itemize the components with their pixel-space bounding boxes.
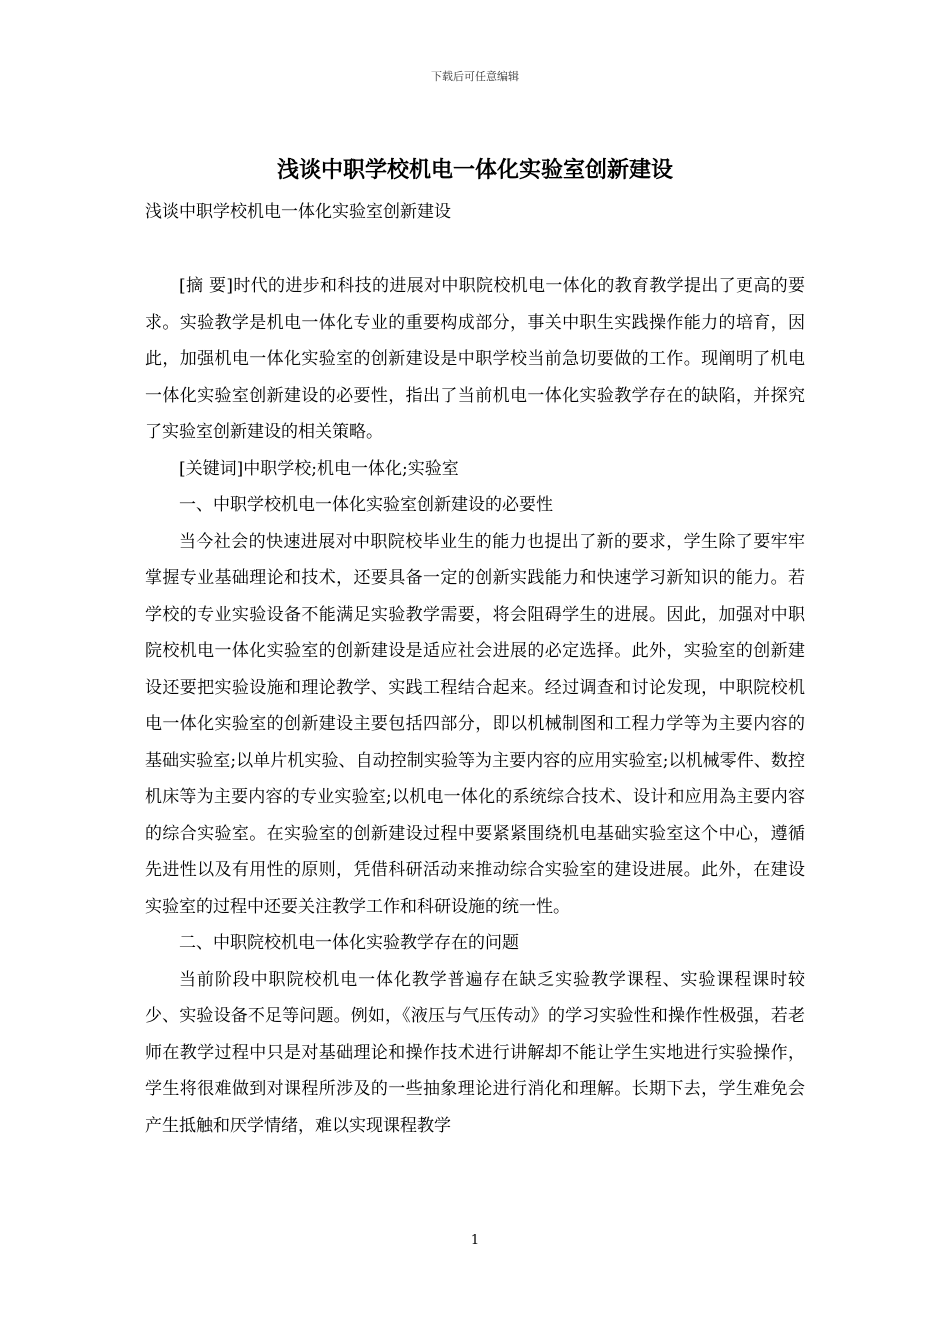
body-paragraph: 当前阶段中职院校机电一体化教学普遍存在缺乏实验教学课程、实验课程课时较少、实验设备不足等问题。例如，《液压与气压传动》的学习实验性和操作性极强，若老师在教学过程中只是对基础理论和操作技术进行讲解却不能让学生实地进行实验操作，学生将很难做到对课程所涉及的一些抽象理论进行消化和理解。长期下去，学生难免会产生抵触和厌学情绪，难以实现课程教学 <box>145 969 805 1136</box>
keywords-paragraph: [关键词]中职学校;机电一体化;实验室 <box>179 458 459 479</box>
page-number: 1 <box>470 1233 480 1248</box>
document-subtitle: 浅谈中职学校机电一体化实验室创新建设 <box>145 202 451 222</box>
section-heading-2: 二、中职院校机电一体化实验教学存在的问题 <box>179 933 519 953</box>
body-paragraph: 当今社会的快速进展对中职院校毕业生的能力也提出了新的要求，学生除了要牢牢掌握专业基础理论和技术，还要具备一定的创新实践能力和快速学习新知识的能力。若学校的专业实验设备不能满足实验教学需要，将会阻碍学生的进展。因此，加强对中职院校机电一体化实验室的创新建设是适应社会进展的必定选择。此外，实验室的创新建设还要把实验设施和理论教学、实践工程结合起来。经过调查和讨论发现，中职院校机电一体化实验室的创新建设主要包括四部分，即以机械制图和工程力学等为主要内容的基础实验室;以单片机实验、自动控制实验等为主要内容的应用实验室;以机械零件、数控机床等为主要内容的专业实验室;以机电一体化的系统综合技术、设计和应用為主要内容的综合实验室。在实验室的创新建设过程中要紧紧围绕机电基础实验室这个中心，遵循先进性以及有用性的原则，凭借科研活动来推动综合实验室的建设进展。此外，在建设实验室的过程中还要关注教学工作和科研设施的统一性。 <box>145 531 805 917</box>
page-header-note: 下载后可任意编辑 <box>431 70 519 83</box>
document-body <box>145 268 805 1144</box>
section-heading-1: 一、中职学校机电一体化实验室创新建设的必要性 <box>179 495 553 515</box>
document-title: 浅谈中职学校机电一体化实验室创新建设 <box>276 157 673 183</box>
abstract-paragraph: [摘 要]时代的进步和科技的进展对中职院校机电一体化的教育教学提出了更高的要求。实验教学是机电一体化专业的重要构成部分，事关中职生实践操作能力的培育，因此，加强机电一体化实验室的创新建设是中职学校当前急切要做的工作。现阐明了机电一体化实验室创新建设的必要性，指出了当前机电一体化实验教学存在的缺陷，并探究了实验室创新建设的相关策略。 <box>145 276 805 442</box>
